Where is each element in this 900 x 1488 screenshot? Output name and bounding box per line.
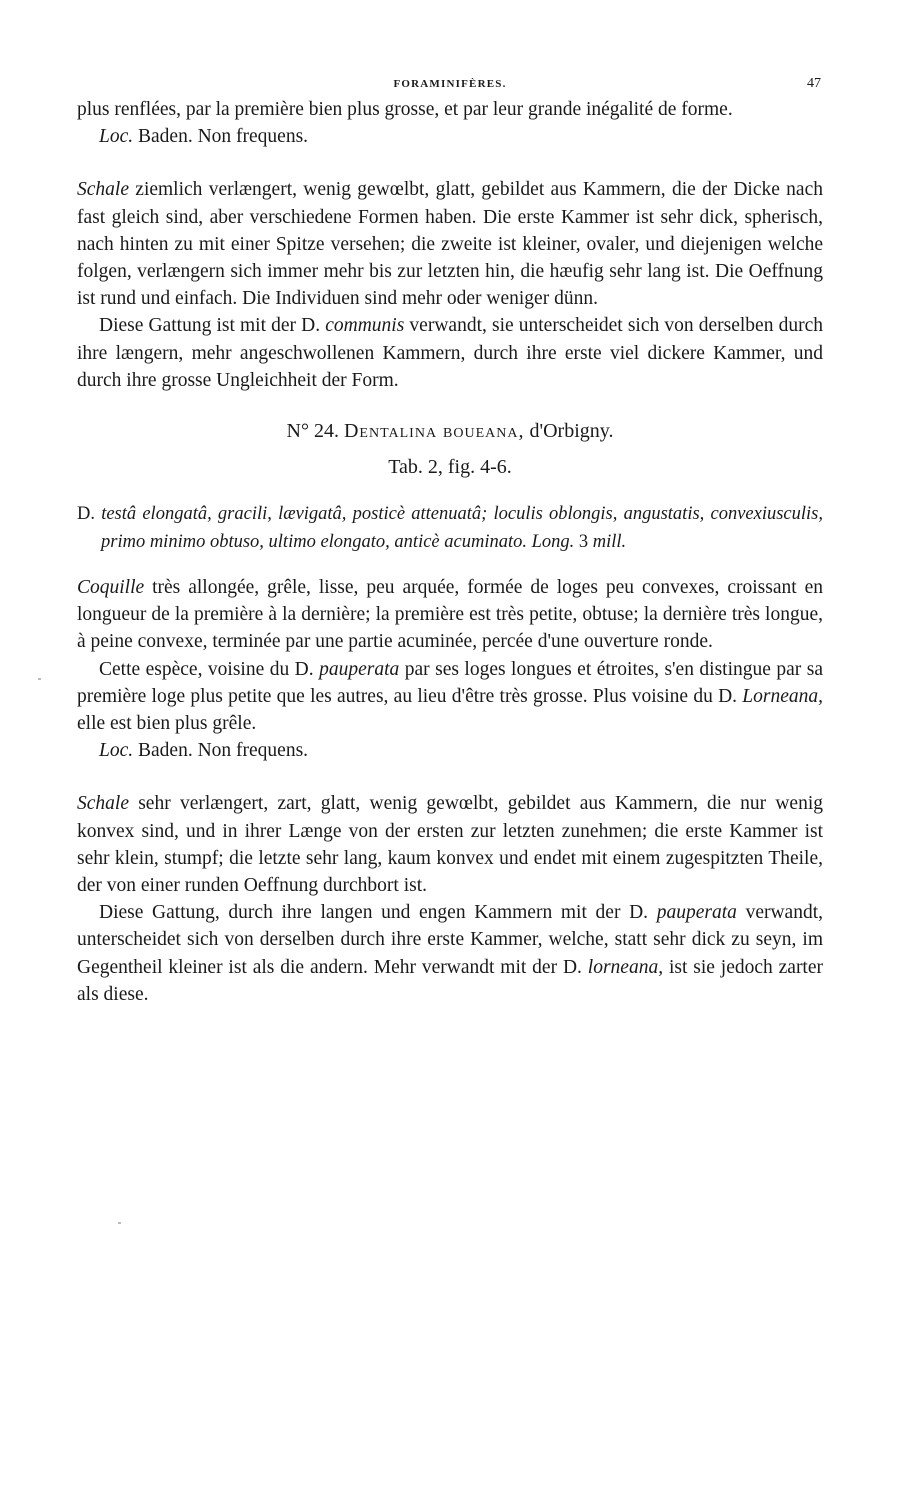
comparison-text-start: Diese Gattung ist mit der D. xyxy=(99,315,326,337)
running-head xyxy=(77,72,823,96)
species-heading xyxy=(77,416,823,446)
locality-label: Loc. xyxy=(99,126,134,148)
species-epithet-pauperata: pauperata xyxy=(319,658,400,680)
diagnosis-unit: mill. xyxy=(592,532,627,553)
german-comparison-paragraph-2 xyxy=(77,899,823,1008)
continued-paragraph: plus renflées, par la première bien plus grosse, et par leur grande inégalité de forme. xyxy=(77,99,733,120)
french-description-paragraph xyxy=(77,574,823,656)
species-epithet-pauperata-2: pauperata xyxy=(656,902,737,924)
locality-text: Baden. Non frequens. xyxy=(133,126,309,148)
latin-diagnosis xyxy=(77,500,823,556)
diagnosis-size: 3 xyxy=(574,532,593,553)
species-epithet-lorneana: Lorneana, xyxy=(742,685,823,707)
comparison-text-end: verwandt, sie unterscheidet sich von derselben durch ihre længern, mehr angeschwollenen Kammern, durch ihre erste viel dickere Kammer, und durch ihre grosse Ungleichheit der Form. xyxy=(77,315,823,391)
locality-label-2: Loc. xyxy=(99,740,134,762)
running-title: FORAMINIFÈRES. xyxy=(393,78,507,90)
locality-paragraph xyxy=(77,123,823,150)
german-comparison-middle-2: verwandt, unterscheidet sich von derselben durch ihre erste Kammer, welche, statt sehr dick zu seyn, im Gegentheil kleiner ist als die andern. Mehr verwandt mit der D. xyxy=(77,902,823,978)
locality-text-2: Baden. Non frequens. xyxy=(133,740,309,762)
diagnosis-lead: D. xyxy=(77,504,102,525)
german-comparison-end-2: ist sie jedoch zarter als diese. xyxy=(77,956,823,1005)
french-comparison-middle: par ses loges longues et étroites, s'en distingue par sa première loge plus petite que les autres, au lieu d'être très grosse. Plus voisine du D. xyxy=(77,658,823,707)
german-description-text: ziemlich verlængert, wenig gewœlbt, glatt, gebildet aus Kammern, die der Dicke nach fast gleich sind, aber verschiedene Formen haben. Die erste Kammer ist sehr dick, spherisch, nach hinten zu mit einer Spitze versehen; die zweite ist kleiner, ovaler, und diejenigen welche folgen, verlængern sich immer mehr bis zur letzten hin, die hæufig sehr lang ist. Die Oeffnung ist rund und einfach. Die Individuen sind mehr oder weniger dünn. xyxy=(77,179,823,310)
schale-label: Schale xyxy=(77,179,129,201)
species-epithet-lorneana-2: lorneana, xyxy=(587,956,664,978)
french-comparison-start: Cette espèce, voisine du D. xyxy=(99,658,320,680)
french-comparison-paragraph xyxy=(77,656,823,738)
french-comparison-end: elle est bien plus grêle. xyxy=(77,713,257,735)
page-number: 47 xyxy=(807,76,821,91)
german-comparison-paragraph xyxy=(77,312,823,394)
german-description-paragraph xyxy=(77,176,823,312)
diagnosis-latin: testâ elongatâ, gracili, lævigatâ, posticè attenuatâ; loculis oblongis, angustatis, convexiusculis, primo minimo obtuso, ultimo elongato, anticè acuminato. Long. xyxy=(101,504,823,553)
schale-label-2: Schale xyxy=(77,793,129,815)
german-description-text-2: sehr verlængert, zart, glatt, wenig gewœlbt, gebildet aus Kammern, die nur wenig konvex sind, und in ihrer Længe von der ersten zur letzten zunehmen; die erste Kammer ist sehr klein, stumpf; die letzte sehr lang, kaum konvex und endet mit einem zugespitzten Theile, der von einer runden Oeffnung durchbort ist. xyxy=(77,793,823,897)
german-description-paragraph-2 xyxy=(77,790,823,899)
french-description-text: très allongée, grêle, lisse, peu arquée, formée de loges peu convexes, croissant en longueur de la première à la dernière; la première est très petite, obtuse; la dernière très longue, à peine convexe, terminée par une partie acuminée, percée d'une ouverture ronde. xyxy=(77,577,823,653)
species-name: Dentalina boueana, xyxy=(343,420,525,443)
scan-speck xyxy=(38,678,41,680)
german-comparison-start-2: Diese Gattung, durch ihre langen und engen Kammern mit der D. xyxy=(99,902,657,924)
coquille-label: Coquille xyxy=(77,577,145,599)
species-author: d'Orbigny. xyxy=(529,420,614,443)
scan-speck-2 xyxy=(118,1222,121,1224)
species-epithet: communis xyxy=(325,315,405,337)
plate-reference: Tab. 2, fig. 4-6. xyxy=(388,456,512,479)
species-number: N° 24. xyxy=(286,420,339,443)
document-page xyxy=(77,72,823,1008)
locality-paragraph-2 xyxy=(77,737,823,764)
